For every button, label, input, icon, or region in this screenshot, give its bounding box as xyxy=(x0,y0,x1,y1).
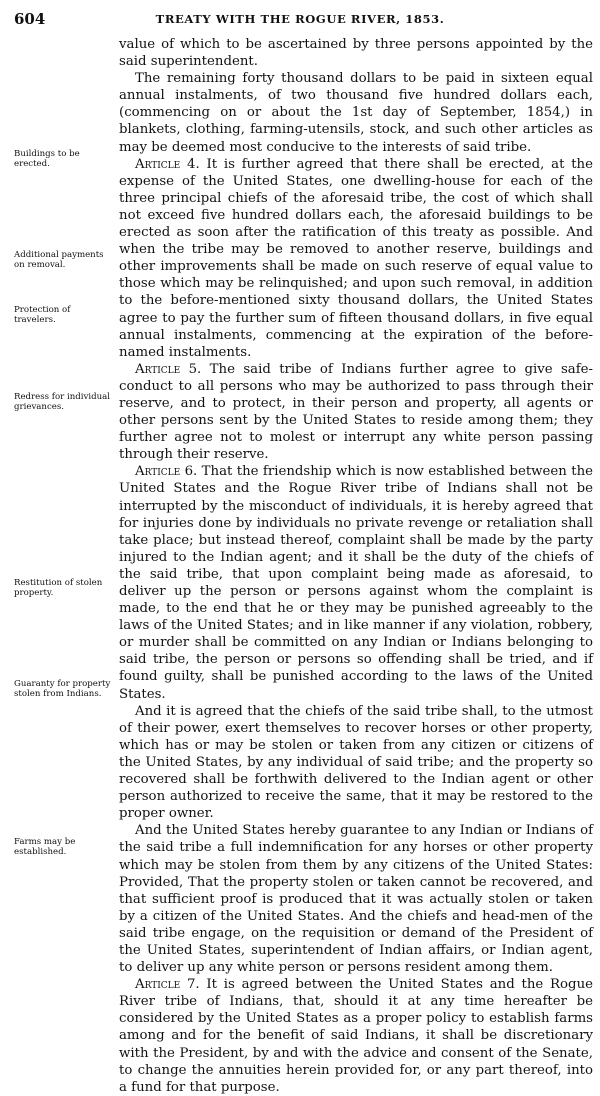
article-label: Article 5. xyxy=(135,361,202,377)
treaty-text xyxy=(119,36,593,1096)
paragraph-text: And it is agreed that the chiefs of the said tribe shall, to the utmost of their power, exert themselves to recover horses or other property, which has or may be stolen or taken from any citizen or citizens of the United States, by any individual of said tribe; and the property so recovered shall be forthwith delivered to the Indian agent or other person authorized to receive the same, that it may be restored to the proper owner. xyxy=(119,703,593,822)
margin-note: Protection of travelers. xyxy=(14,305,71,325)
margin-note: Guaranty for property stolen from Indians. xyxy=(14,679,111,699)
article-label: Article 4. xyxy=(135,156,200,172)
margin-note: Farms may be established. xyxy=(14,837,76,857)
article-paragraph xyxy=(119,156,593,361)
paragraph-text: value of which to be ascertained by three persons appointed by the said superintendent. xyxy=(119,37,593,70)
paragraph xyxy=(119,70,593,155)
article-paragraph xyxy=(119,976,593,1096)
margin-note: Restitution of stolen property. xyxy=(14,578,103,598)
paragraph xyxy=(119,703,593,823)
article-label: Article 6. xyxy=(135,464,198,480)
page-header xyxy=(14,10,586,32)
paragraph-text: It is agreed between the United States and the Rogue River tribe of Indians, that, should it at any time hereafter be considered by the United States as a proper policy to establish farms among and for the benefit of said Indians, it shall be discretionary with the President, by and with the advice and consent of the Senate, to change the annuities herein provided for, or any part thereof, into a fund for that purpose. xyxy=(119,977,593,1095)
paragraph xyxy=(119,822,593,976)
margin-note: Redress for individual grievances. xyxy=(14,392,111,412)
paragraph-text: The remaining forty thousand dollars to be paid in sixteen equal annual instalments, of two thousand five hundred dollars each, (commencing on or about the 1st day of September, 1854,) in blankets, clothing, farming-utensils, stock, and such other articles as may be deemed most conducive to the interests of said tribe. xyxy=(119,71,593,155)
margin-note: Additional payments on removal. xyxy=(14,250,104,270)
running-title: TREATY WITH THE ROGUE RIVER, 1853. xyxy=(155,12,445,26)
article-paragraph xyxy=(119,463,593,702)
paragraph xyxy=(119,36,593,70)
page-number: 604 xyxy=(14,10,46,28)
article-label: Article 7. xyxy=(135,977,200,993)
article-paragraph xyxy=(119,361,593,464)
paragraph-text: The said tribe of Indians further agree to give safe-conduct to all persons who may be authorized to pass through their reserve, and to protect, in their person and property, all agents or other persons sent by the United States to reside among them; they further agree not to molest or interrupt any white person passing through their reserve. xyxy=(119,361,593,463)
paragraph-text: It is further agreed that there shall be erected, at the expense of the United States, one dwelling-house for each of the three principal chiefs of the aforesaid tribe, the cost of which shall not exceed five hundred dollars each, the aforesaid buildings to be erected as soon after the ratification of this treaty as possible. And when the tribe may be removed to another reserve, buildings and other improvements shall be made on such reserve of equal value to those which may be relinquished; and upon such removal, in addition to the before-mentioned sixty thousand dollars, the United States agree to pay the further sum of fifteen thousand dollars, in five equal annual instalments, commencing at the expiration of the before-named instalments. xyxy=(119,156,593,360)
margin-note: Buildings to be erected. xyxy=(14,149,80,169)
paragraph-text: And the United States hereby guarantee to any Indian or Indians of the said tribe a full indemnification for any horses or other property which may be stolen from them by any citizens of the United States: Provided, That the property stolen or taken cannot be recovered, and that sufficient proof is produced that it was actually stolen or taken by a citizen of the United States. And the chiefs and head-men of the said tribe engage, on the requisition or demand of the President of the United States, superintendent of Indian affairs, or Indian agent, to deliver up any white person or persons resident among them. xyxy=(119,823,593,976)
paragraph-text: That the friendship which is now established between the United States and the Rogue River tribe of Indians shall not be interrupted by the misconduct of individuals, it is hereby agreed that for injuries done by individuals no private revenge or retaliation shall take place; but instead thereof, complaint shall be made by the party injured to the Indian agent; and it shall be the duty of the chiefs of the said tribe, that upon complaint being made as aforesaid, to deliver up the person or persons against whom the complaint is made, to the end that he or they may be punished agreeably to the laws of the United States; and in like manner if any violation, robbery, or murder shall be committed on any Indian or Indians belonging to said tribe, the person or persons so offending shall be tried, and if found guilty, shall be punished according to the laws of the United States. xyxy=(119,464,593,702)
